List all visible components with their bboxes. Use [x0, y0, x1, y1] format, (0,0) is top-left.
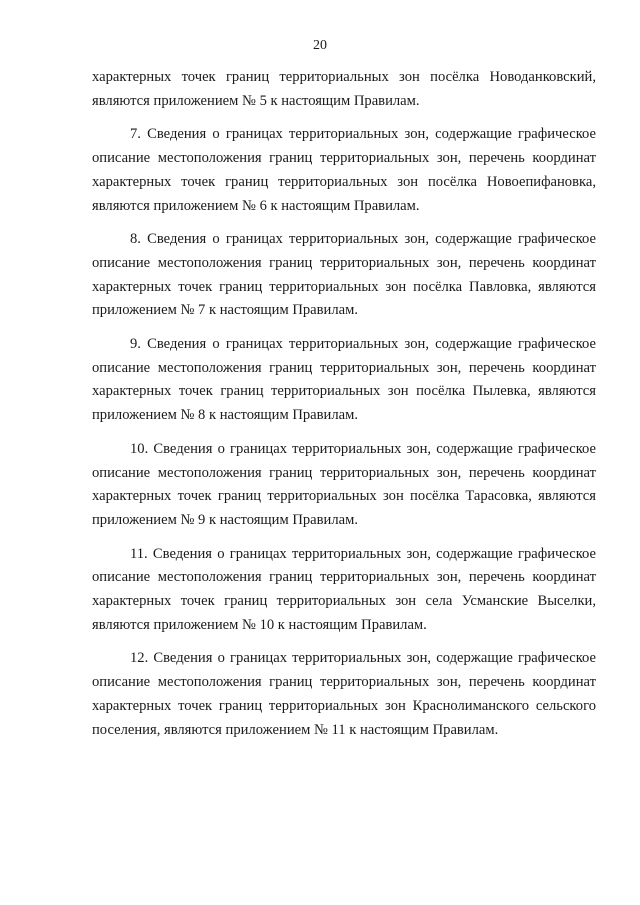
- paragraph-item-10: 10. Сведения о границах территориальных зон, содержащие графическое описание местоположения границ территориальных зон, перечень координат характерных точек границ территориальных зон посёлка Тарасовка, являются приложением № 9 к настоящим Правилам.: [92, 440, 596, 528]
- paragraph-item-12: 12. Сведения о границах территориальных зон, содержащие графическое описание местоположения границ территориальных зон, перечень координат характерных точек границ территориальных зон Краснолиманского сельского поселения, являются приложением № 11 к настоящим Правилам.: [92, 650, 596, 738]
- paragraph-item-11: 11. Сведения о границах территориальных зон, содержащие графическое описание местоположения границ территориальных зон, перечень координат характерных точек границ территориальных зон села Усманские Выселки, являются приложением № 10 к настоящим Правилам.: [92, 545, 596, 633]
- paragraph-item-7: 7. Сведения о границах территориальных зон, содержащие графическое описание местоположения границ территориальных зон, перечень координат характерных точек границ территориальных зон посёлка Новоепифановка, являются приложением № 6 к настоящим Правилам.: [92, 126, 596, 214]
- document-body: [92, 66, 596, 752]
- paragraph-item-8: 8. Сведения о границах территориальных зон, содержащие графическое описание местоположения границ территориальных зон, перечень координат характерных точек границ территориальных зон посёлка Павловка, являются приложением № 7 к настоящим Правилам.: [92, 231, 596, 319]
- page-number: 20: [313, 38, 327, 53]
- paragraph-item-9: 9. Сведения о границах территориальных зон, содержащие графическое описание местоположения границ территориальных зон, перечень координат характерных точек границ территориальных зон посёлка Пылевка, являются приложением № 8 к настоящим Правилам.: [92, 336, 596, 424]
- paragraph-continuation: характерных точек границ территориальных зон посёлка Новоданковский, являются приложением № 5 к настоящим Правилам.: [92, 69, 596, 109]
